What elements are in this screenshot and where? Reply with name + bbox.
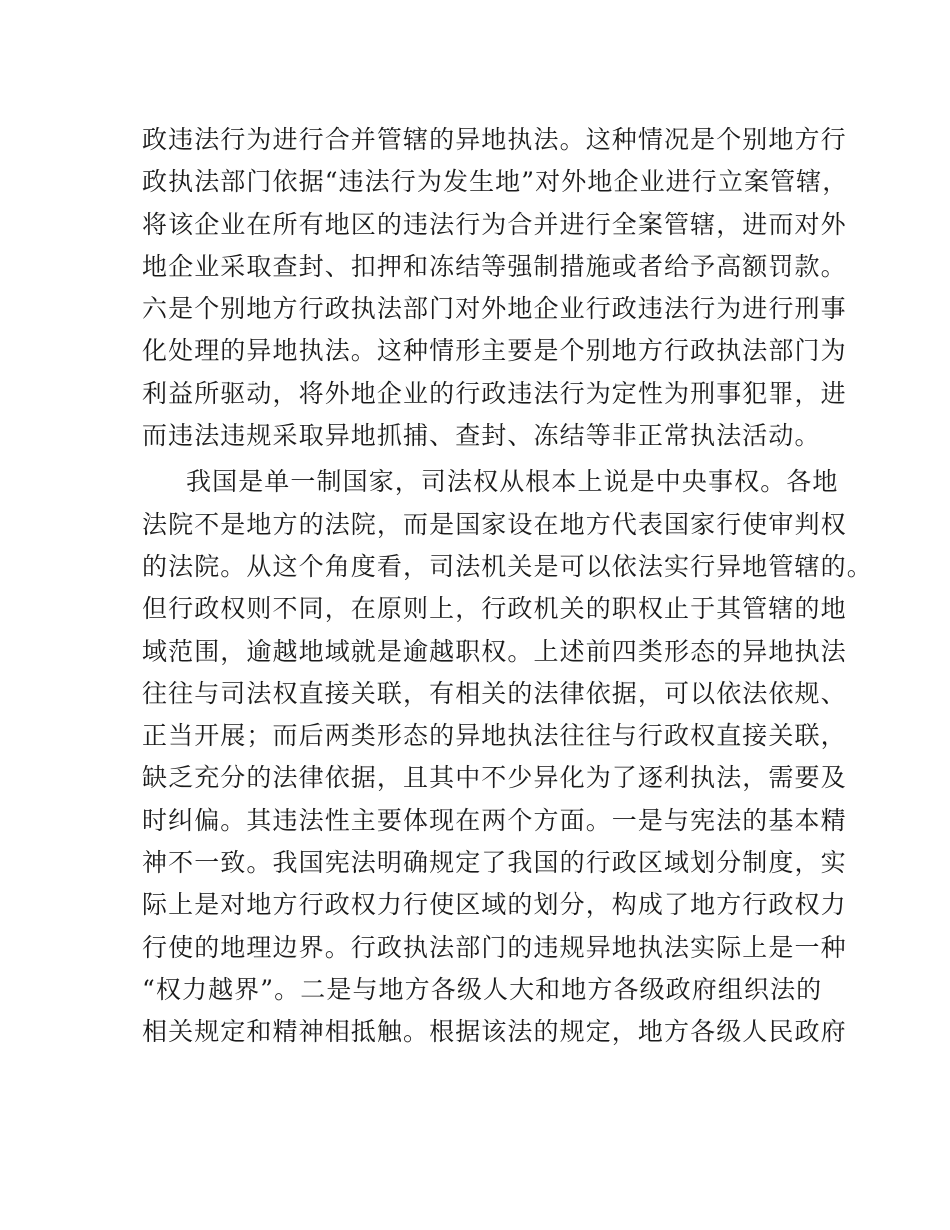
text-line: 的法院。从这个角度看，司法机关是可以依法实行异地管辖的。 (142, 551, 873, 581)
text-line: 政执法部门依据“违法行为发生地”对外地企业进行立案管辖， (142, 167, 849, 197)
paragraph-second (142, 461, 873, 1053)
text-line: 法院不是地方的法院，而是国家设在地方代表国家行使审判权 (142, 509, 847, 539)
text-line: 化处理的异地执法。这种情形主要是个别地方行政执法部门为 (142, 336, 847, 366)
text-line: 域范围，逾越地域就是逾越职权。上述前四类形态的异地执法 (142, 636, 847, 666)
text-line: 而违法违规采取异地抓捕、查封、冻结等非正常执法活动。 (142, 421, 821, 451)
text-line: 相关规定和精神相抵触。根据该法的规定，地方各级人民政府 (142, 1017, 847, 1047)
text-line: 正当开展；而后两类形态的异地执法往往与行政权直接关联， (142, 721, 847, 751)
text-line: 地企业采取查封、扣押和冻结等强制措施或者给予高额罚款。 (142, 251, 847, 281)
text-line: “权力越界”。二是与地方各级人大和地方各级政府组织法的 (142, 974, 823, 1004)
text-line: 但行政权则不同，在原则上，行政机关的职权止于其管辖的地 (142, 594, 847, 624)
text-line: 往往与司法权直接关联，有相关的法律依据，可以依法依规、 (142, 678, 847, 708)
text-line: 我国是单一制国家，司法权从根本上说是中央事权。各地 (186, 467, 839, 497)
text-line: 利益所驱动，将外地企业的行政违法行为定性为刑事犯罪，进 (142, 378, 847, 408)
text-line: 六是个别地方行政执法部门对外地企业行政违法行为进行刑事 (142, 294, 847, 324)
text-line: 时纠偏。其违法性主要体现在两个方面。一是与宪法的基本精 (142, 805, 847, 835)
paragraph-continued (142, 119, 849, 457)
text-line: 行使的地理边界。行政执法部门的违规异地执法实际上是一种 (142, 932, 847, 962)
text-line: 神不一致。我国宪法明确规定了我国的行政区域划分制度，实 (142, 848, 847, 878)
text-line: 际上是对地方行政权力行使区域的划分，构成了地方行政权力 (142, 890, 847, 920)
text-line: 将该企业在所有地区的违法行为合并进行全案管辖，进而对外 (142, 209, 847, 239)
text-line: 缺乏充分的法律依据，且其中不少异化为了逐利执法，需要及 (142, 763, 847, 793)
text-line: 政违法行为进行合并管辖的异地执法。这种情况是个别地方行 (142, 125, 847, 154)
document-body (142, 119, 873, 1054)
